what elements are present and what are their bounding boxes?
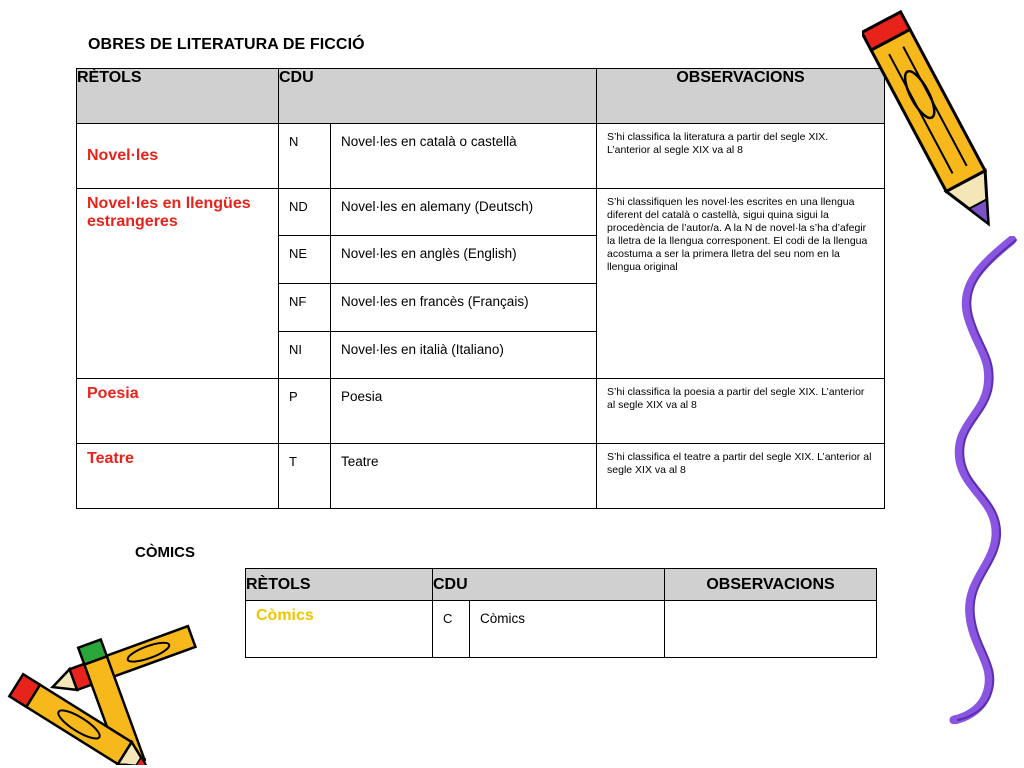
- header-retols: RÈTOLS: [77, 69, 279, 124]
- cdu-desc-cell: Teatre: [331, 444, 597, 509]
- cdu-code-cell: N: [279, 124, 331, 189]
- table-header-row: [77, 69, 885, 124]
- comics-table: [245, 568, 877, 658]
- retol-cell: Còmics: [246, 601, 433, 658]
- header-retols: RÈTOLS: [246, 569, 433, 601]
- cdu-code-cell: NE: [279, 236, 331, 284]
- observation-cell: S’hi classifica el teatre a partir del segle XIX. L’anterior al segle XIX va al 8: [597, 444, 885, 509]
- comics-title: CÒMICS: [135, 544, 195, 561]
- retol-cell: Novel·les: [77, 124, 279, 189]
- table-row: [77, 444, 885, 509]
- cdu-desc-cell: Novel·les en francès (Français): [331, 284, 597, 332]
- page-title: OBRES DE LITERATURA DE FICCIÓ: [88, 36, 365, 53]
- retol-cell: Novel·les en llengües estrangeres: [77, 189, 279, 379]
- cdu-desc-cell: Còmics: [470, 601, 665, 658]
- cdu-code-cell: P: [279, 379, 331, 444]
- observation-cell: S’hi classifica la poesia a partir del segle XIX. L’anterior al segle XIX va al 8: [597, 379, 885, 444]
- header-observacions: OBSERVACIONS: [665, 569, 877, 601]
- cdu-code-cell: T: [279, 444, 331, 509]
- cdu-desc-cell: Novel·les en italià (Italiano): [331, 332, 597, 379]
- header-cdu: CDU: [279, 69, 597, 124]
- header-observacions: OBSERVACIONS: [597, 69, 885, 124]
- retol-cell: Teatre: [77, 444, 279, 509]
- cdu-desc-cell: Poesia: [331, 379, 597, 444]
- observation-cell: S’hi classifiquen les novel·les escrites en una llengua diferent del català o castellà, sigui quina sigui la procedència de l’autor/a. A la N de novel·la s’ha d’afegir la lletra de la llengua corresponent. El codi de la llengua acostuma a ser la primera lletra del seu nom en la llengua original: [597, 189, 885, 379]
- observation-cell: S’hi classifica la literatura a partir del segle XIX. L’anterior al segle XIX va al 8: [597, 124, 885, 189]
- fiction-table: [76, 68, 885, 509]
- cdu-code-cell: ND: [279, 189, 331, 236]
- cdu-code-cell: NF: [279, 284, 331, 332]
- cdu-desc-cell: Novel·les en anglès (English): [331, 236, 597, 284]
- retol-cell: Poesia: [77, 379, 279, 444]
- crossed-pencils-icon: [0, 620, 210, 765]
- purple-ribbon-icon: [940, 236, 1024, 724]
- table-row: [77, 189, 885, 236]
- table-row: [246, 601, 877, 658]
- table-row: [77, 124, 885, 189]
- cdu-code-cell: C: [433, 601, 470, 658]
- observation-cell: [665, 601, 877, 658]
- cdu-desc-cell: Novel·les en alemany (Deutsch): [331, 189, 597, 236]
- cdu-desc-cell: Novel·les en català o castellà: [331, 124, 597, 189]
- table-row: [77, 379, 885, 444]
- pencil-icon: [862, 2, 1002, 247]
- table-header-row: [246, 569, 877, 601]
- header-cdu: CDU: [433, 569, 665, 601]
- cdu-code-cell: NI: [279, 332, 331, 379]
